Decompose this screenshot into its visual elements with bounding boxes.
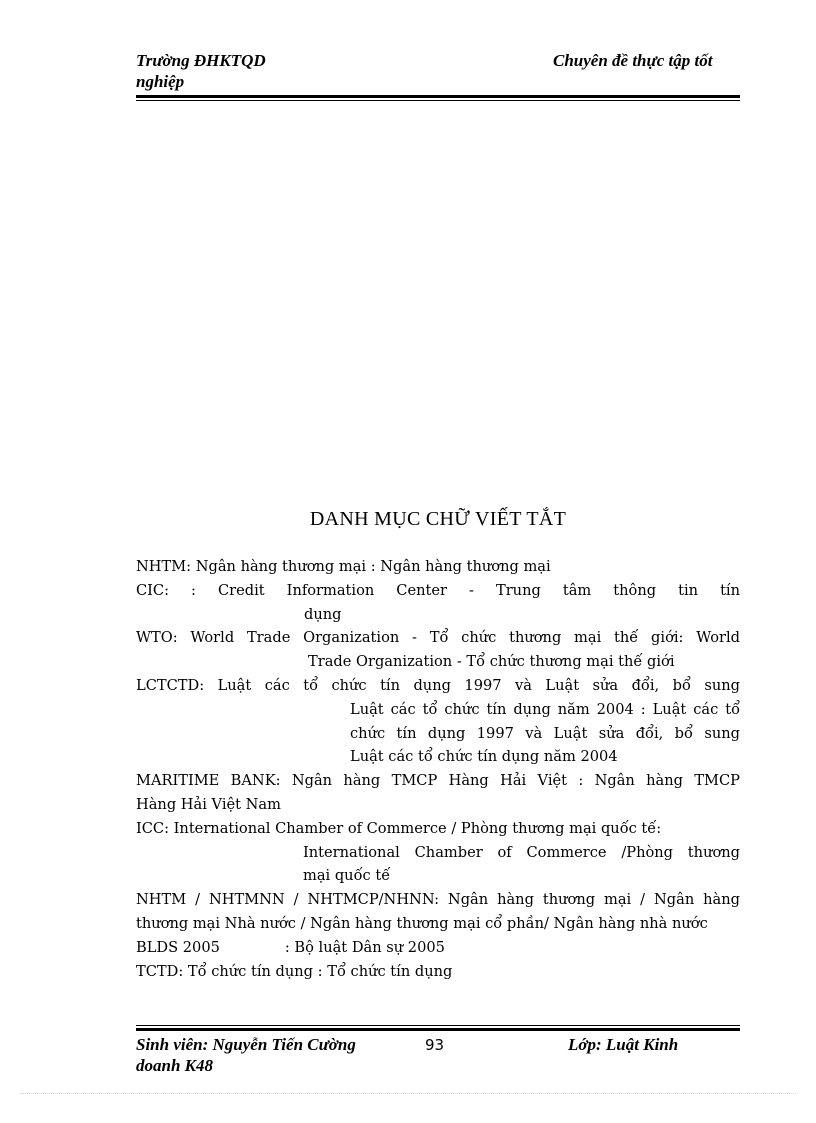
abbr-line: chức tín dụng 1997 và Luật sửa đổi, bổ sung xyxy=(350,724,740,742)
footer-rule-thick xyxy=(136,1028,740,1031)
abbr-line: BLDS 2005 : Bộ luật Dân sự 2005 xyxy=(136,938,445,956)
abbr-line: International Chamber of Commerce /Phòng thương xyxy=(303,843,740,861)
abbr-line: mại quốc tế xyxy=(303,867,391,885)
page-edge-divider xyxy=(20,1093,796,1094)
footer-rule-thin xyxy=(136,1025,740,1026)
abbr-line: CIC: : Credit Information Center - Trung tâm thông tin tín xyxy=(136,581,740,599)
abbr-line: NHTM / NHTMNN / NHTMCP/NHNN: Ngân hàng thương mại / Ngân hàng xyxy=(136,891,740,909)
header-school-line1: Trường ĐHKTQD xyxy=(136,51,266,70)
abbr-line: WTO: World Trade Organization - Tổ chức thương mại thế giới: World xyxy=(136,629,740,647)
abbr-line: Hàng Hải Việt Nam xyxy=(136,795,281,813)
abbr-line: NHTM: Ngân hàng thương mại : Ngân hàng thương mại xyxy=(136,558,551,575)
page-title: DANH MỤC CHỮ VIẾT TẮT xyxy=(309,508,567,530)
abbr-line: LCTCTD: Luật các tổ chức tín dụng 1997 và Luật sửa đổi, bổ sung xyxy=(136,676,740,694)
header-school-line2: nghiệp xyxy=(136,72,185,91)
abbreviation-list xyxy=(136,555,740,983)
abbr-line: thương mại Nhà nước / Ngân hàng thương mại cổ phần/ Ngân hàng nhà nước xyxy=(136,914,708,932)
abbr-line: MARITIME BANK: Ngân hàng TMCP Hàng Hải Việt : Ngân hàng TMCP xyxy=(136,772,740,790)
footer-class: Lớp: Luật Kinh xyxy=(568,1035,679,1054)
header-rule-thick xyxy=(136,95,740,98)
header-rule-thin xyxy=(136,100,740,101)
header-report-title: Chuyên đề thực tập tốt xyxy=(553,51,713,70)
header-school xyxy=(136,50,266,92)
abbr-line: Trade Organization - Tổ chức thương mại thế giới xyxy=(308,653,675,671)
footer-student xyxy=(136,1034,356,1076)
abbr-line: Luật các tổ chức tín dụng năm 2004 : Luật các tổ xyxy=(350,700,740,718)
footer-student-line2: doanh K48 xyxy=(136,1056,213,1075)
abbr-line: dụng xyxy=(304,605,342,623)
footer-student-line1: Sinh viên: Nguyễn Tiến Cường xyxy=(136,1035,356,1054)
abbr-line: ICC: International Chamber of Commerce / Phòng thương mại quốc tế: xyxy=(136,819,662,837)
abbr-line: TCTD: Tổ chức tín dụng : Tổ chức tín dụng xyxy=(136,962,453,980)
page-number: 93 xyxy=(425,1036,445,1054)
abbr-line: Luật các tổ chức tín dụng năm 2004 xyxy=(350,748,618,766)
